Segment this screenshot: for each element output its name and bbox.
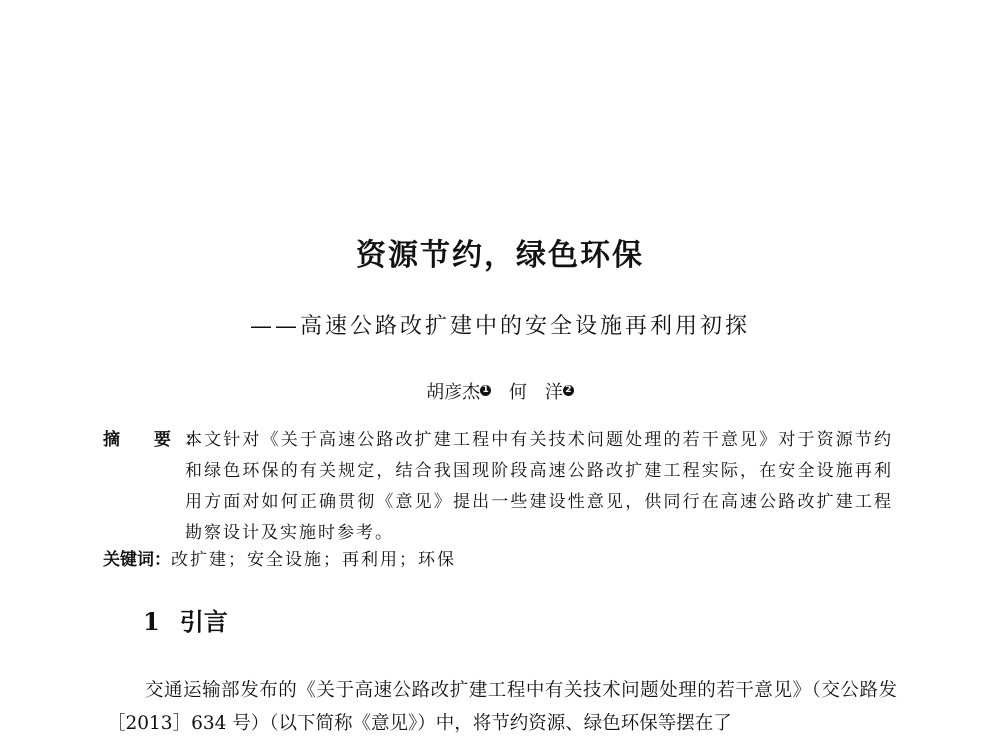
paper-subtitle: ——高速公路改扩建中的安全设施再利用初探 bbox=[249, 314, 750, 339]
section-number: 1 bbox=[143, 607, 160, 636]
author-1-text: 胡彦杰 bbox=[426, 382, 481, 403]
abstract-block bbox=[103, 425, 893, 549]
abstract-label: 摘 要： bbox=[103, 430, 216, 450]
paper-title: 资源节约，绿色环保 bbox=[356, 238, 644, 273]
author-2-footnote-mark: 2 bbox=[563, 385, 574, 396]
author-2-text: 何 洋 bbox=[508, 382, 563, 403]
section-heading bbox=[143, 604, 228, 640]
keywords-text: 改扩建；安全设施；再利用；环保 bbox=[171, 550, 456, 570]
author-list bbox=[0, 380, 1000, 406]
body-paragraph: 交通运输部发布的《关于高速公路改扩建工程中有关技术问题处理的若干意见》（交公路发［2013］634 号）（以下简称《意见》）中，将节约资源、绿色环保等摆在了 bbox=[107, 680, 897, 734]
author-name-1 bbox=[420, 382, 497, 403]
keywords-block bbox=[103, 545, 456, 576]
author-1-footnote-mark: 1 bbox=[480, 385, 491, 396]
author-name-2 bbox=[503, 382, 580, 403]
abstract-text: 本文针对《关于高速公路改扩建工程中有关技术问题处理的若干意见》对于资源节约和绿色环保的有关规定，结合我国现阶段高速公路改扩建工程实际，在安全设施再利用方面对如何正确贯彻《意见》提出一些建设性意见，供同行在高速公路改扩建工程勘察设计及实施时参考。 bbox=[185, 430, 893, 543]
keywords-label: 关键词： bbox=[103, 550, 171, 570]
section-title: 引言 bbox=[179, 608, 228, 636]
